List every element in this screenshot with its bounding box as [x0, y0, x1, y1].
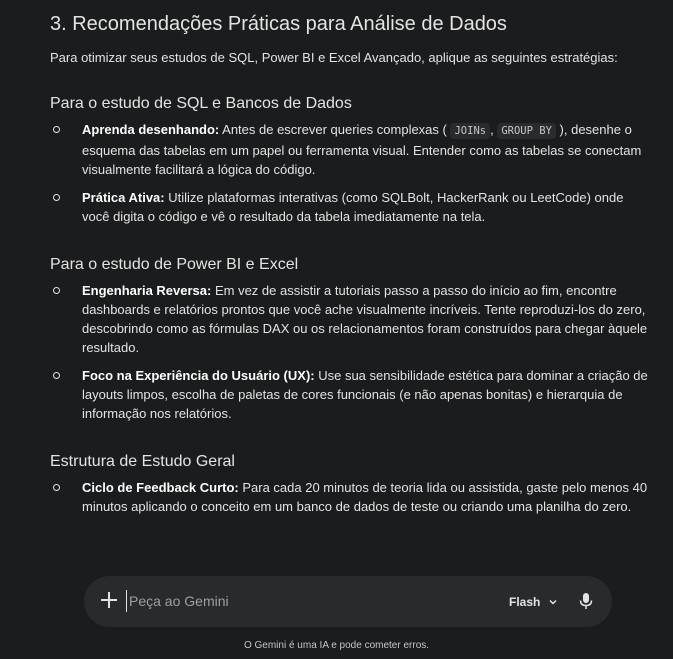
bullet-icon — [53, 126, 60, 133]
prompt-composer — [84, 576, 612, 627]
item-text: Em vez de assistir a tutoriais passo a passo do início ao fim, encontre dashboards e relatórios prontos que você ache visualmente incríveis. Tente reproduzi-los do zero, descobrindo como as fórmulas DAX ou os relacionamentos foram construídos para chegar àquele resultado. — [82, 283, 648, 355]
item-text: Use sua sensibilidade estética para dominar a criação de layouts limpos, escolha de paletas de cores funcionais (e não apenas bonitas) e hierarquia de informação nos relatórios. — [82, 368, 648, 421]
chevron-down-icon — [548, 597, 558, 607]
list-item — [50, 478, 650, 516]
section-title-general: Estrutura de Estudo Geral — [50, 453, 235, 470]
code-inline: GROUP BY — [497, 123, 556, 139]
item-text: ), desenhe o esquema das tabelas em um papel ou ferramenta visual. Entender como as tabelas se conectam visualmente facilitará a lógica do código. — [82, 122, 642, 177]
intro-paragraph: Para otimizar seus estudos de SQL, Power BI e Excel Avançado, aplique as seguintes estratégias: — [50, 50, 618, 65]
item-lead: Foco na Experiência do Usuário (UX): — [82, 368, 315, 383]
model-label: Flash — [509, 595, 541, 609]
list-item — [50, 120, 650, 179]
item-lead: Aprenda desenhando: — [82, 122, 220, 137]
disclaimer-text: O Gemini é uma IA e pode cometer erros. — [243, 640, 430, 651]
microphone-icon[interactable] — [578, 592, 594, 610]
item-lead: Prática Ativa: — [82, 190, 165, 205]
item-text: Utilize plataformas interativas (como SQLBolt, HackerRank ou LeetCode) onde você digita o código e vê o resultado da tabela imediatamente na tela. — [82, 190, 624, 224]
item-lead: Ciclo de Feedback Curto: — [82, 480, 239, 495]
list-general — [50, 478, 650, 516]
response-heading: 3. Recomendações Práticas para Análise de Dados — [50, 13, 507, 35]
bullet-icon — [53, 287, 60, 294]
section-title-sql: Para o estudo de SQL e Bancos de Dados — [50, 95, 352, 112]
list-item — [50, 366, 650, 423]
list-item — [50, 188, 650, 226]
item-lead: Engenharia Reversa: — [82, 283, 212, 298]
plus-icon[interactable] — [100, 591, 118, 609]
item-text: Antes de escrever queries complexas ( — [219, 122, 447, 137]
section-title-powerbi: Para o estudo de Power BI e Excel — [50, 256, 299, 273]
item-text: , — [490, 122, 494, 137]
bullet-icon — [53, 484, 60, 491]
bullet-icon — [53, 194, 60, 201]
response-content — [50, 8, 650, 516]
list-sql — [50, 120, 650, 226]
item-text: Para cada 20 minutos de teoria lida ou assistida, gaste pelo menos 40 minutos aplicando o conceito em um banco de dados de teste ou criando uma planilha do zero. — [82, 480, 648, 514]
list-item — [50, 281, 650, 357]
code-inline: JOINs — [450, 123, 490, 139]
list-powerbi — [50, 281, 650, 423]
bullet-icon — [53, 372, 60, 379]
prompt-input[interactable] — [126, 590, 446, 612]
model-selector[interactable] — [509, 592, 558, 612]
